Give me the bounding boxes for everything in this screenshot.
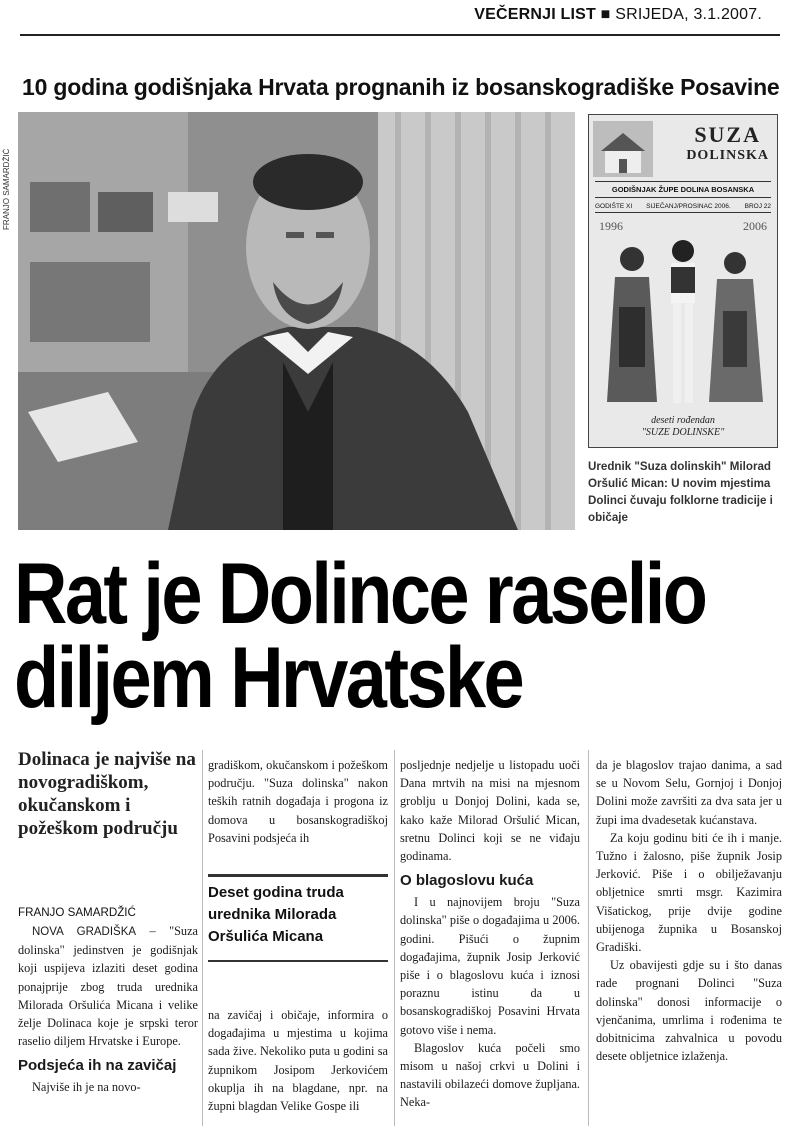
cover-subtitle: GODIŠNJAK ŽUPE DOLINA BOSANSKA	[595, 181, 771, 198]
paragraph: Blagoslov kuća počeli smo misom u našoj crkvi u Dolini i nastavili obilazeći domove župljana. Neka-	[400, 1040, 580, 1110]
paragraph: Za koju godinu biti će ih i manje. Tužno i žalosno, piše župnik Josip Jerković. Piše i o obilježavanju obljetnice smrti msgr. Kazimira Višatickog, prije dvije godine ubijenoga župnika u Bosanskoj Gradiški.	[596, 830, 782, 955]
column-rule	[588, 750, 589, 1126]
deck: Dolinaca je najviše na novogradiškom, okučanskom i požeškom području	[18, 749, 196, 839]
paragraph: da je blagoslov trajao danima, a sad se u Novom Selu, Gornjoj i Donjoj Dolini može završiti za dva sata jer u župi ima dvadesetak kućanstava.	[596, 758, 782, 827]
article-column-2	[208, 756, 388, 847]
paragraph: Najviše ih je na novo-	[32, 1080, 141, 1095]
photo-caption: Urednik "Suza dolinskih" Milorad Oršulić Mican: U novim mjestima Dolinci čuvaju folklorne tradicije i običaje	[588, 460, 773, 524]
headline	[14, 546, 706, 726]
magazine-cover	[588, 114, 778, 448]
cover-meta-volume: GODIŠTE XI	[595, 203, 633, 210]
cover-bottom-text	[599, 415, 767, 439]
subhead-zavicaj: Podsjeća ih na zavičaj	[18, 1057, 177, 1075]
portrait-photo-image	[18, 112, 575, 530]
cover-meta	[595, 203, 771, 213]
paragraph: I u najnovijem broju "Suza dolinska" piše o događajima u 2006. godini. Pišući o župnim događajima, župnik Josip Jerković piše i o blagoslovu kuća i iznosi poraznu istinu da u bosanskogradiškoj Posavini Hrvata gotovo više i nema.	[400, 895, 580, 1037]
cover-title-2: DOLINSKA	[686, 148, 769, 163]
folk-costume-figures-image	[597, 237, 769, 407]
issue-date: SRIJEDA, 3.1.2007.	[615, 6, 762, 23]
cover-bottom-line-2: "SUZE DOLINSKE"	[641, 427, 725, 438]
byline: FRANJO SAMARDŽIĆ	[18, 906, 136, 919]
box-rule-bottom	[208, 960, 388, 962]
church-icon	[593, 121, 653, 177]
headline-line-2: diljem Hrvatske	[14, 630, 523, 726]
column-rule	[202, 750, 203, 1126]
masthead	[474, 6, 762, 24]
masthead-square-icon: ■	[600, 6, 611, 23]
paragraph: Uz obavijesti gdje su i što danas rade prognani Dolinci "Suza dolinska" donosi informacije o vjenčanima, umrlima i rođenima te dobitnicima zahvalnica u povodu desete obljetnice izlaženja.	[596, 958, 782, 1064]
lead-paragraph	[18, 922, 198, 1050]
cover-year-start: 1996	[599, 219, 623, 233]
cover-years	[599, 219, 767, 234]
kicker: 10 godina godišnjaka Hrvata prognanih iz bosanskogradiške Posavine	[22, 74, 780, 100]
paragraph: posljednje nedjelje u listopadu uoči Dana mrtvih na misi na mjesnom groblju u Donjoj Dolini, kada se, kako kaže Milorad Oršulić Mican, sretnu Dolinci koji se ne viđaju godinama.	[400, 758, 580, 864]
main-photo	[18, 112, 575, 530]
subhead-blagoslov: O blagoslovu kuća	[400, 872, 534, 890]
column-rule	[394, 750, 395, 1126]
paper-name: VEČERNJI LIST	[474, 6, 597, 23]
cover-year-end: 2006	[743, 219, 767, 233]
cover-bottom-line-1: deseti rođendan	[651, 415, 715, 426]
cover-title	[686, 123, 769, 165]
cover-meta-month: SIJEČANJ/PROSINAC 2006.	[646, 203, 731, 210]
paragraph: na zavičaj i običaje, informira o događajima u mjestima u kojima sada žive. Nekoliko puta u godini sa župnikom Josipom Jerkovićem okuplja ih na blagdane, npr. na župni blagdan Velike Gospe ili	[208, 1008, 388, 1114]
lead-text: – "Suza dolinska" jedinstven je godišnjak koji uspijeva izlaziti deset godina ponajprije zbog truda urednika Milorada Oršulića Micana i velike želje Dolinaca koje je srpski teror raselio diljem Hrvatske i Europe.	[18, 924, 198, 1049]
box-rule-top	[208, 874, 388, 877]
masthead-rule	[20, 34, 780, 36]
article-column-4	[596, 756, 782, 1065]
lead-place: NOVA GRADIŠKA	[32, 926, 137, 938]
photo-credit: FRANJO SAMARDŽIĆ	[2, 148, 11, 230]
article-column-3	[400, 756, 580, 1112]
article-column-2b	[208, 1006, 388, 1115]
box-title: Deset godina truda urednika Milorada Oršulića Micana	[208, 884, 344, 945]
paragraph: gradiškom, okučanskom i požeškom području. "Suza dolinska" nakon teških ratnih događaja i progona iz domova u bosanskogradiškoj Posavini podsjeća ih	[208, 758, 388, 845]
cover-title-1: SUZA	[694, 122, 761, 147]
headline-line-1: Rat je Dolince raselio	[14, 546, 706, 642]
article-column-1	[18, 922, 198, 1097]
cover-meta-issue: BROJ 22	[744, 203, 771, 210]
